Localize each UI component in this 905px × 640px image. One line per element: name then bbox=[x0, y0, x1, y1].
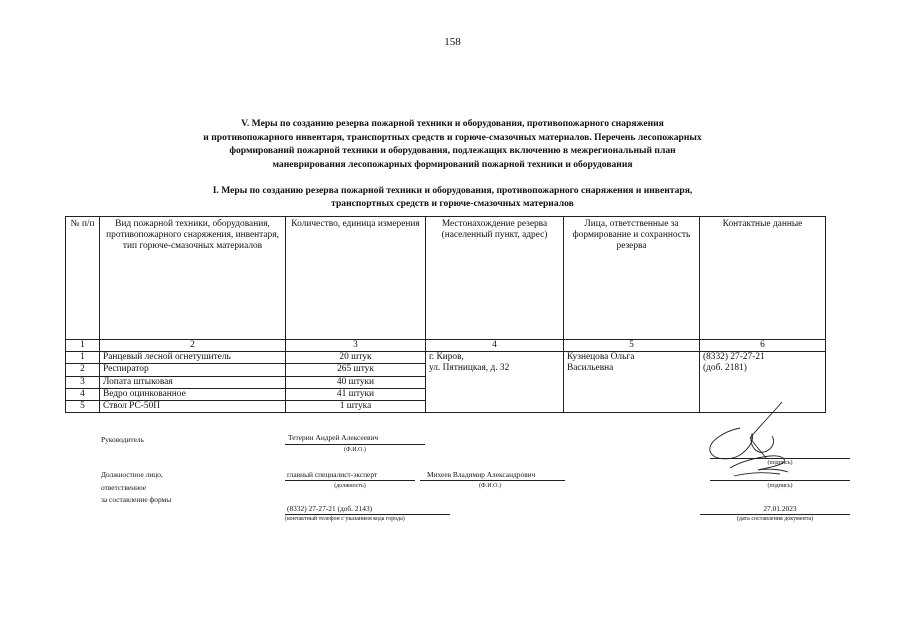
heading-line: V. Меры по созданию резерва пожарной техники и оборудования, противопожарного снаряжения bbox=[241, 118, 664, 129]
column-number-row bbox=[66, 340, 826, 352]
contact-line: (доб. 2181) bbox=[703, 363, 747, 374]
fio-caption: (Ф.И.О.) bbox=[344, 447, 366, 453]
location-cell bbox=[426, 352, 564, 413]
responsible-line: Васильевна bbox=[567, 363, 614, 374]
row-number: 2 bbox=[66, 364, 100, 376]
column-number: 5 bbox=[564, 340, 700, 352]
official-label-line: Должностное лицо, bbox=[101, 470, 163, 479]
header-cell: № п/п bbox=[66, 217, 100, 340]
official-fio-caption: (Ф.И.О.) bbox=[479, 483, 501, 489]
official-name: Михеев Владимир Александрович bbox=[427, 470, 536, 479]
column-number: 6 bbox=[700, 340, 826, 352]
table-row bbox=[66, 352, 826, 364]
location-line: г. Киров, bbox=[429, 352, 464, 363]
date-line bbox=[700, 514, 850, 515]
header-cell: Контактные данные bbox=[700, 217, 826, 340]
heading-line: маневрирования лесопожарных формирований пожарной техники и оборудования bbox=[272, 158, 633, 170]
header-cell: Количество, единица измерения bbox=[286, 217, 426, 340]
heading-line: и противопожарного инвентаря, транспортных средств и горюче-смазочных материалов. Перечень лесопожарных bbox=[203, 131, 702, 143]
row-number: 1 bbox=[66, 352, 100, 364]
position-caption: (должность) bbox=[334, 483, 366, 489]
row-number: 3 bbox=[66, 376, 100, 388]
item-quantity: 1 штука bbox=[286, 401, 426, 413]
document-date: 27.01.2023 bbox=[763, 504, 797, 513]
official-label-line: за составление формы bbox=[101, 495, 172, 504]
head-name: Тетерин Андрей Алексеевич bbox=[288, 433, 379, 442]
item-quantity: 41 штуки bbox=[286, 388, 426, 400]
location-line: ул. Пятницкая, д. 32 bbox=[429, 363, 510, 374]
official-label bbox=[101, 469, 171, 507]
item-quantity: 40 штуки bbox=[286, 376, 426, 388]
official-position: главный специалист-эксперт bbox=[287, 470, 378, 479]
table-header-row bbox=[66, 217, 826, 340]
item-name: Ведро оцинкованное bbox=[100, 388, 286, 400]
phone-caption: (контактный телефон с указанием кода города) bbox=[285, 516, 405, 522]
subheading-line: I. Меры по созданию резерва пожарной техники и оборудования, противопожарного снаряжения и инвентаря, bbox=[212, 185, 693, 196]
head-name-line bbox=[285, 444, 425, 445]
contact-phone: (8332) 27-27-21 (доб. 2143) bbox=[287, 504, 373, 513]
head-label: Руководитель bbox=[101, 435, 144, 444]
official-name-line bbox=[420, 480, 565, 481]
official-label-line: ответственное bbox=[101, 482, 147, 492]
item-quantity: 265 штук bbox=[286, 364, 426, 376]
column-number: 3 bbox=[286, 340, 426, 352]
contact-line: (8332) 27-27-21 bbox=[703, 352, 765, 363]
page-number: 158 bbox=[444, 36, 461, 48]
responsible-cell bbox=[564, 352, 700, 413]
official-signature-caption: (подпись) bbox=[767, 483, 793, 489]
signature-caption: (подпись) bbox=[767, 460, 793, 466]
item-name: Лопата штыковая bbox=[100, 376, 286, 388]
column-number: 2 bbox=[100, 340, 286, 352]
subheading-line: транспортных средств и горюче-смазочных материалов bbox=[331, 198, 574, 210]
item-quantity: 20 штук bbox=[286, 352, 426, 364]
position-line bbox=[285, 480, 415, 481]
row-number: 4 bbox=[66, 388, 100, 400]
header-cell: Лица, ответственные за формирование и сохранность резерва bbox=[564, 217, 700, 340]
row-number: 5 bbox=[66, 401, 100, 413]
item-name: Ствол РС-50П bbox=[100, 401, 286, 413]
heading-line: формирований пожарной техники и оборудования, подлежащих включению в межрегиональный план bbox=[229, 145, 676, 157]
header-cell: Вид пожарной техники, оборудования, противопожарного снаряжения, инвентаря, тип горюче-смазочных материалов bbox=[100, 217, 286, 340]
column-number: 4 bbox=[426, 340, 564, 352]
date-caption: (дата составления документа) bbox=[736, 516, 814, 522]
item-name: Респиратор bbox=[100, 364, 286, 376]
section-heading bbox=[120, 117, 785, 171]
column-number: 1 bbox=[66, 340, 100, 352]
reserve-table bbox=[65, 216, 826, 413]
responsible-line: Кузнецова Ольга bbox=[567, 352, 635, 363]
subsection-heading bbox=[110, 184, 795, 210]
phone-line bbox=[285, 514, 450, 515]
header-cell: Местонахождение резерва (населенный пункт, адрес) bbox=[426, 217, 564, 340]
signature-image bbox=[700, 398, 800, 490]
item-name: Ранцевый лесной огнетушитель bbox=[100, 352, 286, 364]
